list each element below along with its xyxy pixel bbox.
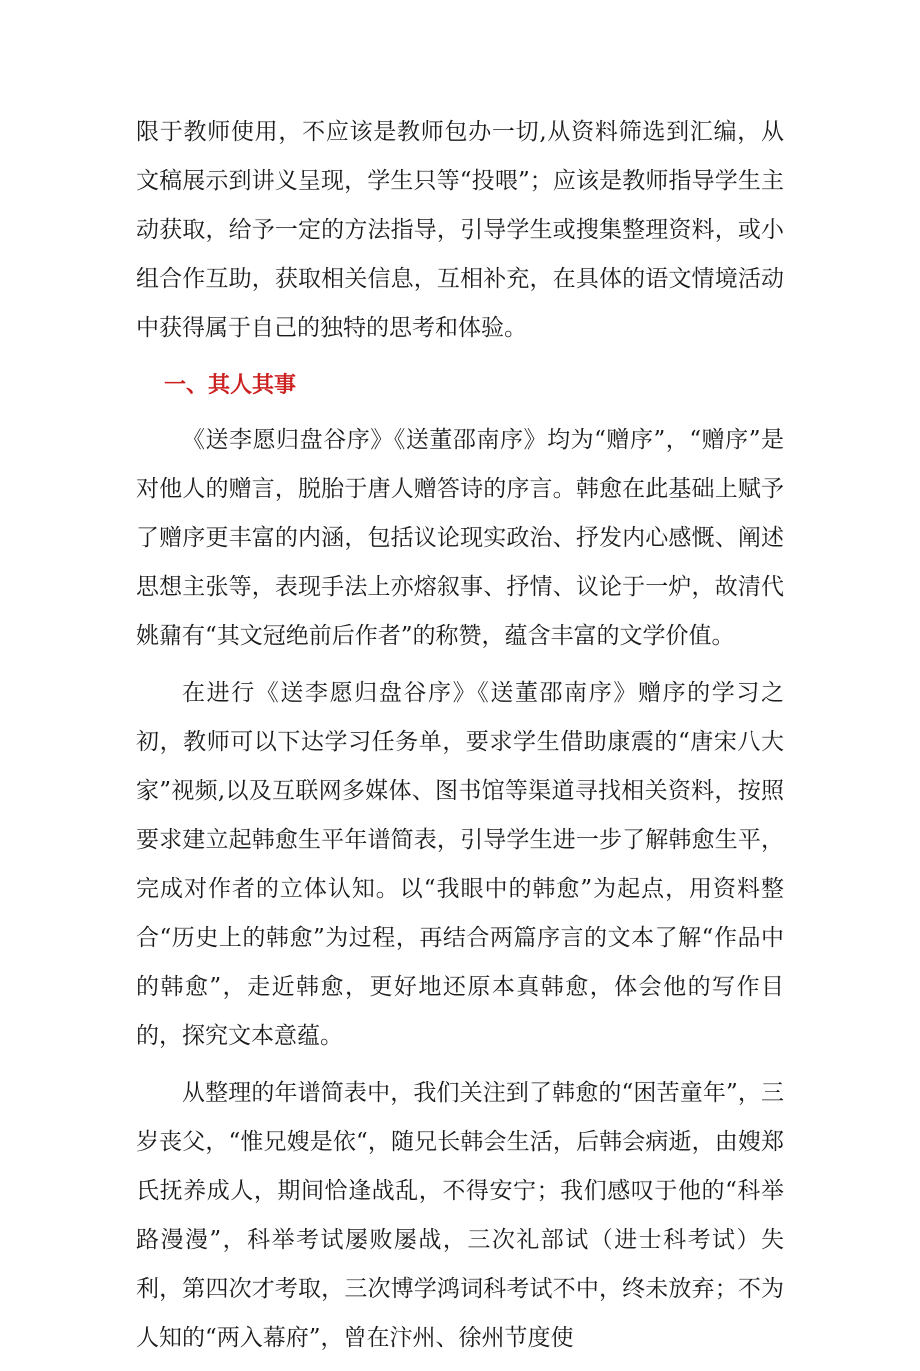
body-paragraph-2: 在进行《送李愿归盘谷序》《送董邵南序》赠序的学习之初，教师可以下达学习任务单，要求学生借助康震的“唐宋八大家”视频,以及互联网多媒体、图书馆等渠道寻找相关资料，按照要求建立起韩愈生平年谱简表，引导学生进一步了解韩愈生平，完成对作者的立体认知。以“我眼中的韩愈”为起点，用资料整合“历史上的韩愈”为过程，再结合两篇序言的文本了解“作品中的韩愈”，走近韩愈，更好地还原本真韩愈，体会他的写作目的，探究文本意蕴。 [136,680,784,1049]
document-body [136,108,784,1371]
body-paragraph-1: 《送李愿归盘谷序》《送董邵南序》均为“赠序”，“赠序”是对他人的赠言，脱胎于唐人赠答诗的序言。韩愈在此基础上赋予了赠序更丰富的内涵，包括议论现实政治、抒发内心感慨、阐述思想主张等，表现手法上亦熔叙事、抒情、议论于一炉，故清代姚鼐有“其文冠绝前后作者”的称赞，蕴含丰富的文学价值。 [136,427,784,649]
intro-paragraph: 限于教师使用，不应该是教师包办一切,从资料筛选到汇编，从文稿展示到讲义呈现，学生只等“投喂”；应该是教师指导学生主动获取，给予一定的方法指导，引导学生或搜集整理资料，或小组合作互助，获取相关信息，互相补充，在具体的语文情境活动中获得属于自己的独特的思考和体验。 [136,119,784,341]
body-paragraph-3: 从整理的年谱简表中，我们关注到了韩愈的“困苦童年”，三岁丧父，“惟兄嫂是依“，随兄长韩会生活，后韩会病逝，由嫂郑氏抚养成人，期间恰逢战乱，不得安宁；我们感叹于他的“科举路漫漫”，科举考试屡败屡战，三次礼部试（进士科考试）失利，第四次才考取，三次博学鸿词科考试不中，终未放弃；不为人知的“两入幕府”，曾在汴州、徐州节度使 [136,1080,784,1351]
section-heading: 一、其人其事 [164,373,297,398]
